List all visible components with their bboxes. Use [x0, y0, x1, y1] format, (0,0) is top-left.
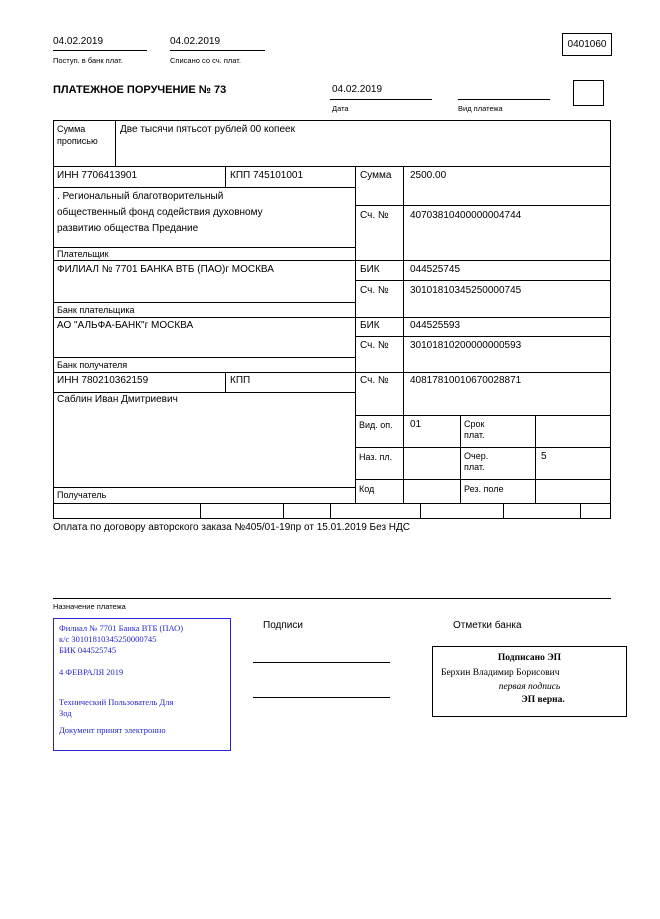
- payer-name-line-1: . Региональный благотворительный: [57, 191, 224, 202]
- document-date: 04.02.2019: [332, 84, 383, 95]
- payee-bank-section-label: Банк получателя: [57, 360, 128, 370]
- due-label-1: Срок: [464, 419, 485, 429]
- payee-bank-bik-label: БИК: [360, 320, 380, 331]
- table-line: [53, 503, 611, 504]
- table-line: [53, 392, 356, 393]
- op-kind-value: 01: [410, 419, 422, 430]
- payer-bank-account-label: Сч. №: [360, 285, 389, 296]
- received-date-underline: [53, 50, 147, 51]
- payment-purpose-text: Оплата по договору авторского заказа №405/01-19пр от 15.01.2019 Без НДС: [53, 522, 411, 533]
- table-line: [115, 120, 116, 166]
- document-date-underline: [330, 99, 432, 100]
- table-line: [355, 479, 611, 480]
- esignature-signer: Берхин Владимир Борисович: [441, 668, 560, 678]
- table-line: [53, 487, 356, 488]
- debited-date: 04.02.2019: [170, 36, 221, 47]
- payee-bank-bik: 044525593: [410, 320, 461, 331]
- bank-stamp-branch: Филиал № 7701 Банка ВТБ (ПАО): [59, 623, 184, 633]
- form-code-box: [562, 33, 612, 56]
- due-label-2: плат.: [464, 430, 485, 440]
- amount-words-label-2: прописью: [57, 136, 98, 146]
- payment-kind-underline: [458, 99, 550, 100]
- table-border-bottom: [53, 518, 611, 519]
- payee-account-label: Сч. №: [360, 375, 389, 386]
- table-line: [225, 166, 226, 187]
- esignature-valid: ЭП верна.: [521, 695, 565, 705]
- amount-label: Сумма: [360, 170, 392, 181]
- table-line: [355, 336, 611, 337]
- payer-account-label: Сч. №: [360, 210, 389, 221]
- payee-bank-name: АО "АЛЬФА-БАНК"г МОСКВА: [57, 320, 194, 331]
- payer-bank-section-label: Банк плательщика: [57, 305, 135, 315]
- table-line: [355, 280, 611, 281]
- table-line: [53, 317, 611, 318]
- priority-label-2: плат.: [464, 462, 485, 472]
- purpose-code-label: Наз. пл.: [359, 452, 393, 462]
- amount-words-label-1: Сумма: [57, 124, 86, 134]
- table-line: [200, 503, 201, 518]
- payer-bank-bik-label: БИК: [360, 264, 380, 275]
- bank-stamp-user-line-1: Технический Пользователь Для: [59, 697, 174, 707]
- bank-stamp-user-line-2: Зод: [59, 708, 72, 718]
- table-line: [420, 503, 421, 518]
- table-line: [460, 415, 461, 503]
- payer-bank-account: 30101810345250000745: [410, 285, 522, 296]
- payer-name-line-3: развитию общества Предание: [57, 223, 199, 234]
- debited-date-label: Списано со сч. плат.: [170, 56, 241, 65]
- table-line: [355, 205, 611, 206]
- payer-kpp: КПП 745101001: [230, 170, 304, 181]
- bank-stamp-corr-account: к/с 30101810345250000745: [59, 634, 157, 644]
- payment-kind-label: Вид платежа: [458, 104, 503, 113]
- esignature-kind: первая подпись: [498, 682, 561, 692]
- amount-value: 2500.00: [410, 170, 447, 181]
- received-date-label: Поступ. в банк плат.: [53, 56, 123, 65]
- payee-bank-account: 30101810200000000593: [410, 340, 522, 351]
- debited-date-underline: [170, 50, 265, 51]
- payment-kind-box: [573, 80, 604, 106]
- table-line: [355, 447, 611, 448]
- table-line: [330, 503, 331, 518]
- document-title: ПЛАТЕЖНОЕ ПОРУЧЕНИЕ № 73: [53, 84, 227, 96]
- payer-bank-bik: 044525745: [410, 264, 461, 275]
- table-line: [53, 357, 356, 358]
- bank-stamp: [53, 618, 231, 751]
- code-label: Код: [359, 484, 375, 494]
- table-border-left: [53, 120, 54, 518]
- payer-name-line-2: общественный фонд содействия духовному: [57, 207, 263, 218]
- payment-purpose-label: Назначение платежа: [53, 602, 126, 611]
- table-border-top: [53, 120, 611, 121]
- received-date: 04.02.2019: [53, 36, 104, 47]
- payee-section-label: Получатель: [57, 490, 107, 500]
- table-line: [355, 415, 611, 416]
- purpose-underline: [53, 598, 611, 599]
- table-border-right: [610, 120, 611, 518]
- bank-stamp-bik: БИК 044525745: [59, 645, 117, 655]
- signature-line-2: [253, 697, 390, 698]
- form-code: 0401060: [567, 39, 607, 50]
- amount-in-words: Две тысячи пятьсот рублей 00 копеек: [120, 124, 295, 135]
- table-line: [535, 415, 536, 503]
- table-line: [283, 503, 284, 518]
- priority-label-1: Очер.: [464, 451, 489, 461]
- table-line: [53, 166, 611, 167]
- payer-account: 40703810400000004744: [410, 210, 522, 221]
- signatures-header: Подписи: [263, 620, 303, 631]
- payee-name: Саблин Иван Дмитриевич: [57, 394, 178, 405]
- table-line: [503, 503, 504, 518]
- esignature-stamp: [432, 646, 627, 717]
- bank-marks-header: Отметки банка: [453, 620, 522, 631]
- table-line: [53, 372, 611, 373]
- payer-bank-name: ФИЛИАЛ № 7701 БАНКА ВТБ (ПАО)г МОСКВА: [57, 264, 274, 275]
- payer-inn: ИНН 7706413901: [57, 170, 138, 181]
- reserve-field-label: Рез. поле: [464, 484, 504, 494]
- payer-section-label: Плательщик: [57, 249, 109, 259]
- payee-bank-account-label: Сч. №: [360, 340, 389, 351]
- table-line: [53, 302, 356, 303]
- table-line: [53, 187, 356, 188]
- op-kind-label: Вид. оп.: [359, 420, 393, 430]
- document-date-label: Дата: [332, 104, 349, 113]
- table-line: [53, 260, 611, 261]
- table-line: [355, 166, 356, 503]
- esignature-title: Подписано ЭП: [497, 653, 562, 663]
- payee-kpp-label: КПП: [230, 375, 251, 386]
- payee-account: 40817810010670028871: [410, 375, 522, 386]
- bank-stamp-date: 4 ФЕВРАЛЯ 2019: [59, 667, 124, 677]
- table-line: [580, 503, 581, 518]
- payee-inn: ИНН 780210362159: [57, 375, 149, 386]
- priority-value: 5: [541, 451, 547, 462]
- table-line: [403, 166, 404, 503]
- table-line: [225, 372, 226, 392]
- bank-stamp-status: Документ принят электронно: [59, 725, 166, 735]
- signature-line-1: [253, 662, 390, 663]
